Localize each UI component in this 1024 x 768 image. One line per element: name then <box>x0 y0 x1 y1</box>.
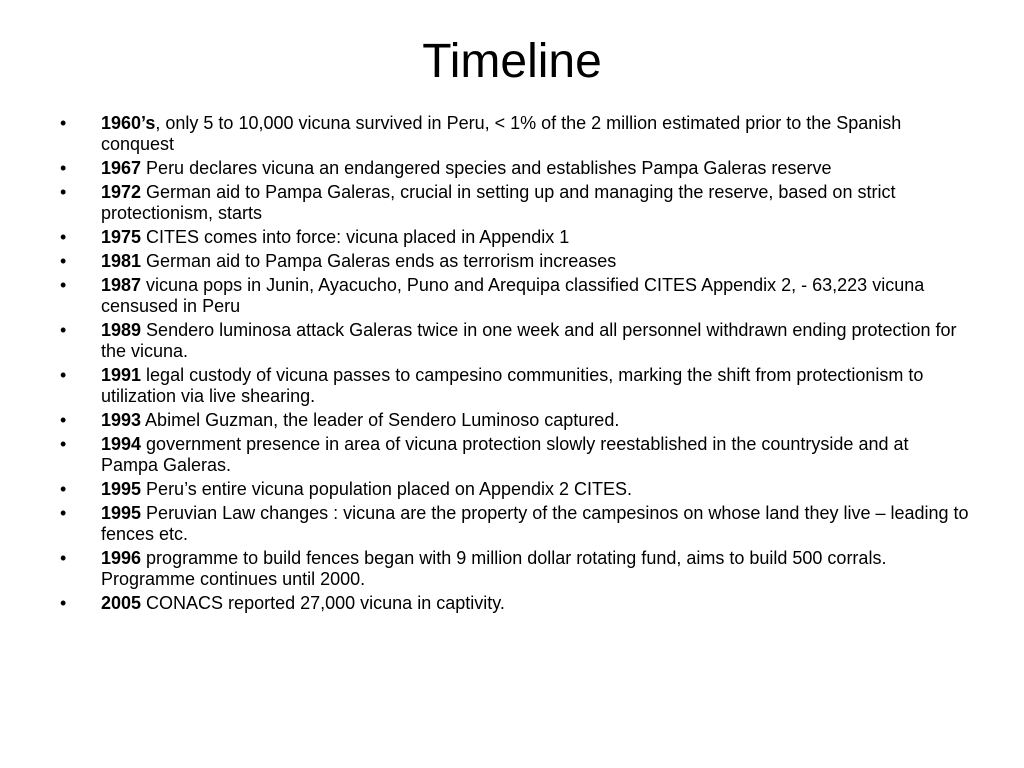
timeline-year: 1995 <box>101 479 142 499</box>
timeline-item <box>60 113 970 155</box>
bullet-icon: • <box>60 227 67 247</box>
timeline-year: 1993 <box>101 410 142 430</box>
timeline-list <box>60 113 970 617</box>
bullet-icon: • <box>60 275 67 295</box>
timeline-year: 1960’s <box>101 113 156 133</box>
timeline-text: CONACS reported 27,000 vicuna in captivity. <box>141 593 505 613</box>
timeline-text: Abimel Guzman, the leader of Sendero Luminoso captured. <box>141 410 620 430</box>
timeline-item <box>60 365 970 407</box>
timeline-year: 1991 <box>101 365 142 385</box>
timeline-year: 1972 <box>101 182 142 202</box>
timeline-item <box>60 251 970 272</box>
timeline-text: Sendero luminosa attack Galeras twice in one week and all personnel withdrawn ending protection for the vicuna. <box>101 320 957 361</box>
slide-title: Timeline <box>422 35 602 88</box>
timeline-year: 1994 <box>101 434 142 454</box>
timeline-item <box>60 410 970 431</box>
timeline-item <box>60 479 970 500</box>
timeline-text: legal custody of vicuna passes to campesino communities, marking the shift from protectionism to utilization via live shearing. <box>101 365 924 406</box>
timeline-year: 1975 <box>101 227 142 247</box>
timeline-item <box>60 593 970 614</box>
timeline-text: CITES comes into force: vicuna placed in Appendix 1 <box>141 227 570 247</box>
timeline-text: programme to build fences began with 9 million dollar rotating fund, aims to build 500 corrals. Programme continues until 2000. <box>101 548 887 589</box>
timeline-item <box>60 320 970 362</box>
timeline-text: Peruvian Law changes : vicuna are the property of the campesinos on whose land they live – leading to fences etc. <box>101 503 969 544</box>
bullet-icon: • <box>60 320 67 340</box>
timeline-item <box>60 227 970 248</box>
timeline-text: Peru declares vicuna an endangered species and establishes Pampa Galeras reserve <box>141 158 832 178</box>
timeline-text: government presence in area of vicuna protection slowly reestablished in the countryside and at Pampa Galeras. <box>101 434 909 475</box>
timeline-text: vicuna pops in Junin, Ayacucho, Puno and Arequipa classified CITES Appendix 2, - 63,223 vicuna censused in Peru <box>101 275 925 316</box>
timeline-year: 2005 <box>101 593 142 613</box>
bullet-icon: • <box>60 548 67 568</box>
bullet-icon: • <box>60 182 67 202</box>
bullet-icon: • <box>60 251 67 271</box>
timeline-item <box>60 275 970 317</box>
bullet-icon: • <box>60 113 67 133</box>
timeline-year: 1967 <box>101 158 142 178</box>
timeline-year: 1989 <box>101 320 142 340</box>
timeline-item <box>60 158 970 179</box>
bullet-icon: • <box>60 158 67 178</box>
bullet-icon: • <box>60 593 67 613</box>
timeline-year: 1981 <box>101 251 142 271</box>
timeline-year: 1995 <box>101 503 142 523</box>
bullet-icon: • <box>60 434 67 454</box>
timeline-item <box>60 434 970 476</box>
timeline-text: , only 5 to 10,000 vicuna survived in Peru, < 1% of the 2 million estimated prior to the Spanish conquest <box>101 113 902 154</box>
bullet-icon: • <box>60 410 67 430</box>
timeline-item <box>60 182 970 224</box>
timeline-text: German aid to Pampa Galeras ends as terrorism increases <box>141 251 617 271</box>
timeline-text: Peru’s entire vicuna population placed on Appendix 2 CITES. <box>141 479 633 499</box>
timeline-year: 1987 <box>101 275 142 295</box>
timeline-text: German aid to Pampa Galeras, crucial in setting up and managing the reserve, based on strict protectionism, starts <box>101 182 896 223</box>
bullet-icon: • <box>60 503 67 523</box>
timeline-item <box>60 503 970 545</box>
timeline-year: 1996 <box>101 548 142 568</box>
bullet-icon: • <box>60 365 67 385</box>
timeline-item <box>60 548 970 590</box>
bullet-icon: • <box>60 479 67 499</box>
